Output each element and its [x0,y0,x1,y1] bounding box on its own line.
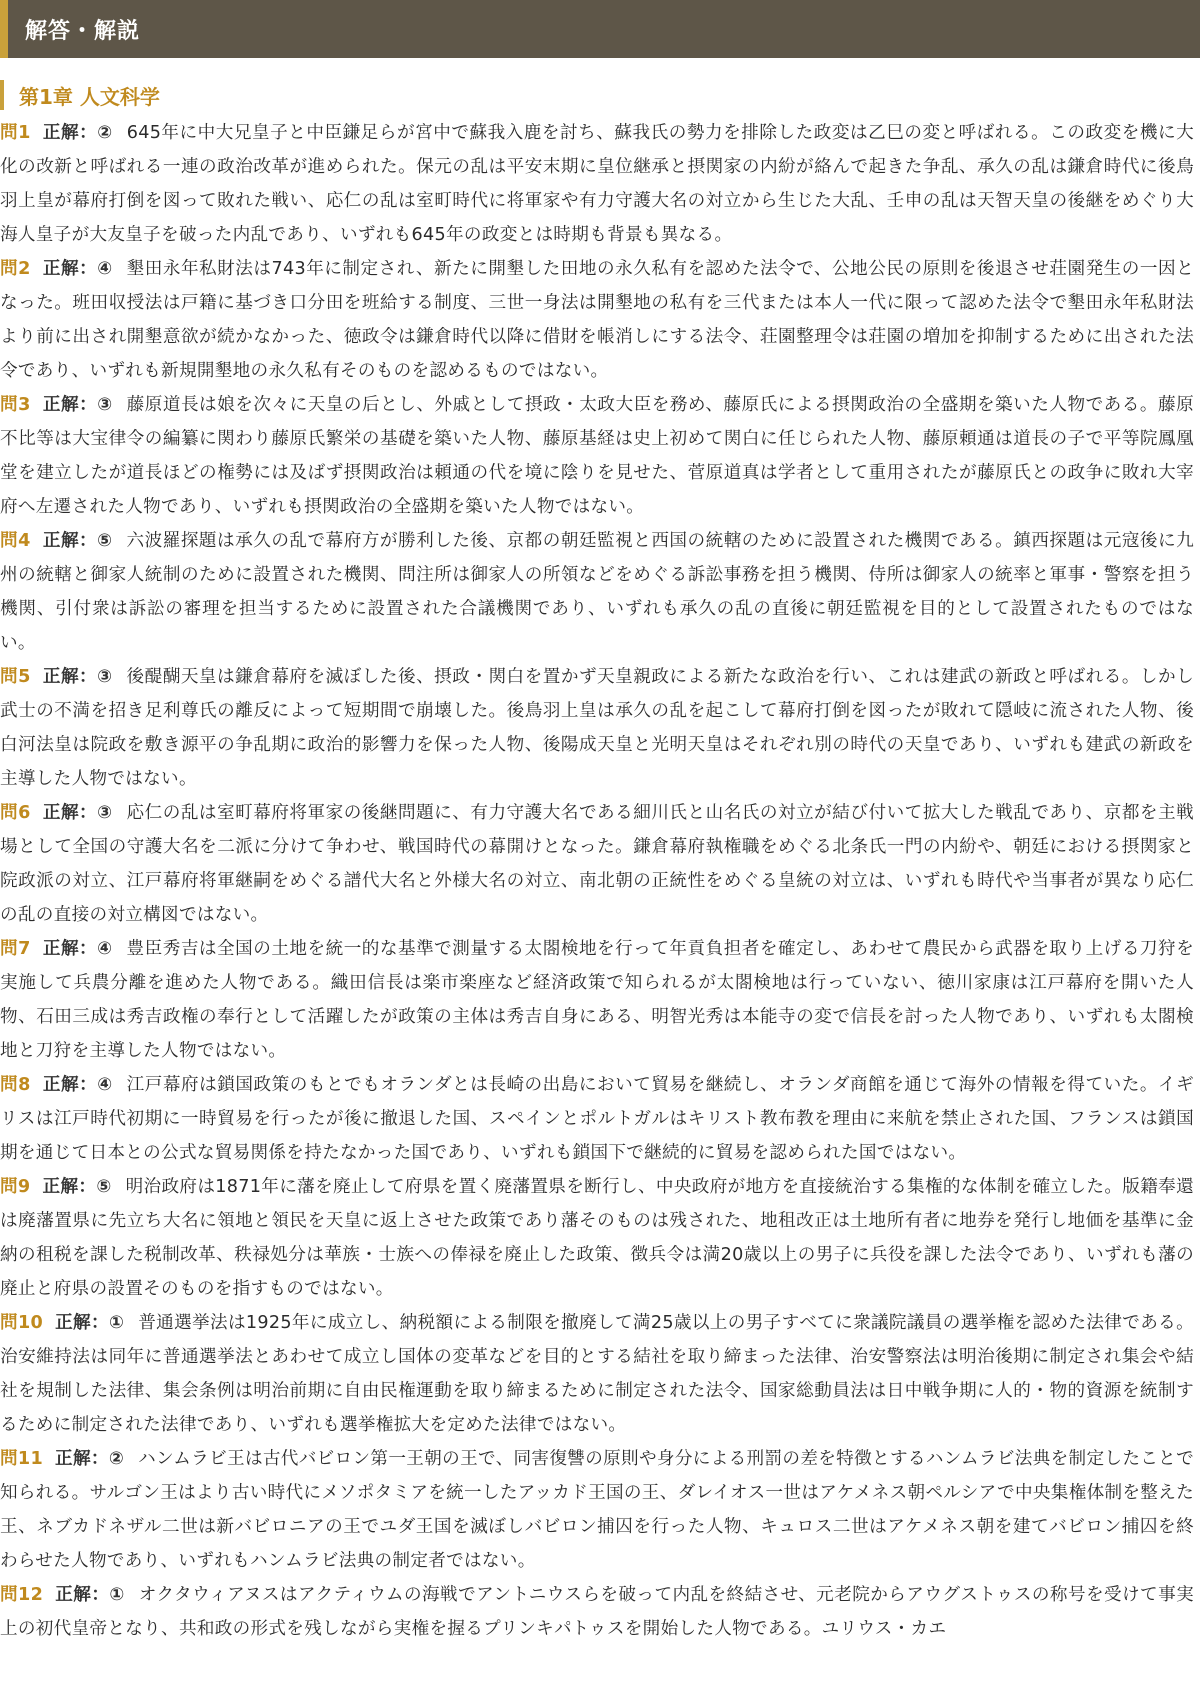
answer-choice: ④ [97,259,113,279]
answer-label-text: 正解： [42,395,98,415]
answer-item [0,1306,1200,1442]
answer-label [55,1585,125,1605]
answer-label [43,1075,113,1095]
question-number: 問5 [0,667,31,687]
answer-item [0,1170,1200,1306]
answer-label-text: 正解： [42,1177,97,1197]
answer-label [43,395,113,415]
answer-choice: ③ [97,803,113,823]
answer-label [43,531,113,551]
explanation-text: 明治政府は1871年に藩を廃止して府県を置く廃藩置県を断行し、中央政府が地方を直接統治する集権的な体制を確立した。版籍奉還は廃藩置県に先立ち大名に領地と領民を天皇に返上させた政策であり藩そのものは残された、地租改正は土地所有者に地券を発行し地価を基準に金納の租税を課した税制改革、秩禄処分は華族・士族への俸禄を廃止した政策、徴兵令は満20歳以上の男子に兵役を課した法令であり、いずれも藩の廃止と府県の設置そのものを指すものではない。 [0,1177,1194,1299]
answer-label [43,259,113,279]
explanation-text: 墾田永年私財法は743年に制定され、新たに開墾した田地の永久私有を認めた法令で、公地公民の原則を後退させ荘園発生の一因となった。班田収授法は戸籍に基づき口分田を班給する制度、三世一身法は開墾地の私有を三代または本人一代に限って認めた法令で墾田永年私財法より前に出され開墾意欲が続かなかった、徳政令は鎌倉時代以降に借財を帳消しにする法令、荘園整理令は荘園の増加を抑制するために出された法令であり、いずれも新規開墾地の永久私有そのものを認めるものではない。 [0,259,1195,381]
section-header [0,0,1200,58]
answer-label [43,667,113,687]
answer-label [43,803,113,823]
question-number: 問11 [0,1449,44,1469]
explanation-text: ハンムラビ王は古代バビロン第一王朝の王で、同害復讐の原則や身分による刑罰の差を特徴とするハンムラビ法典を制定したことで知られる。サルゴン王はより古い時代にメソポタミアを統一したアッカド王国の王、ダレイオス一世はアケメネス朝ペルシアで中央集権体制を整えた王、ネブカドネザル二世は新バビロニアの王でユダ王国を滅ぼしバビロン捕囚を行った人物、キュロス二世はアケメネス朝を建てバビロン捕囚を終わらせた人物であり、いずれもハンムラビ法典の制定者ではない。 [0,1449,1194,1571]
question-number: 問1 [0,123,31,143]
answer-label-text: 正解： [42,939,98,959]
question-number: 問8 [0,1075,31,1095]
answer-item [0,932,1200,1068]
explanation-text: 豊臣秀吉は全国の土地を統一的な基準で測量する太閤検地を行って年貢負担者を確定し、あわせて農民から武器を取り上げる刀狩を実施して兵農分離を進めた人物である。織田信長は楽市楽座など経済政策で知られるが太閤検地は行っていない、徳川家康は江戸幕府を開いた人物、石田三成は秀吉政権の奉行として活躍したが政策の主体は秀吉自身にある、明智光秀は本能寺の変で信長を討った人物であり、いずれも太閤検地と刀狩を主導した人物ではない。 [0,939,1194,1061]
question-number: 問6 [0,803,31,823]
answer-item [0,796,1200,932]
answer-label [42,1177,111,1197]
explanation-text: 六波羅探題は承久の乱で幕府方が勝利した後、京都の朝廷監視と西国の統轄のために設置された機関である。鎮西探題は元寇後に九州の統轄と御家人統制のために設置された機関、問注所は御家人の所領などをめぐる訴訟事務を担う機関、侍所は御家人の統率と軍事・警察を担う機関、引付衆は訴訟の審理を担当するために設置された合議機関であり、いずれも承久の乱の直後に朝廷監視を目的として設置されたものではない。 [0,531,1194,653]
answer-item [0,524,1200,660]
answer-label-text: 正解： [55,1449,109,1469]
answer-choice: ③ [97,395,113,415]
question-number: 問4 [0,531,31,551]
explanation-text: 普通選挙法は1925年に成立し、納税額による制限を撤廃して満25歳以上の男子すべてに衆議院議員の選挙権を認めた法律である。治安維持法は同年に普通選挙法とあわせて成立し国体の変革などを目的とする結社を取り締まった法律、治安警察法は明治後期に制定され集会や結社を規制した法律、集会条例は明治前期に自由民権運動を取り締まるために制定された法令、国家総動員法は日中戦争期に人的・物的資源を統制するために制定された法律であり、いずれも選挙権拡大を定めた法律ではない。 [0,1313,1194,1435]
answer-label-text: 正解： [42,531,98,551]
answer-item [0,660,1200,796]
answer-label [43,939,113,959]
answer-choice: ② [108,1449,125,1469]
answer-label [55,1313,124,1333]
answer-item [0,116,1200,252]
answer-label-text: 正解： [42,667,98,687]
chapter-heading: 第1章 人文科学 [0,80,1200,110]
explanation-text: 藤原道長は娘を次々に天皇の后とし、外戚として摂政・太政大臣を務め、藤原氏による摂関政治の全盛期を築いた人物である。藤原不比等は大宝律令の編纂に関わり藤原氏繁栄の基礎を築いた人物、藤原基経は史上初めて関白に任じられた人物、藤原頼通は道長の子で平等院鳳凰堂を建立したが道長ほどの権勢には及ばず摂関政治は頼通の代を境に陰りを見せた、菅原道真は学者として重用されたが藤原氏との政争に敗れ大宰府へ左遷された人物であり、いずれも摂関政治の全盛期を築いた人物ではない。 [0,395,1195,517]
explanation-text: 645年に中大兄皇子と中臣鎌足らが宮中で蘇我入鹿を討ち、蘇我氏の勢力を排除した政変は乙巳の変と呼ばれる。この政変を機に大化の改新と呼ばれる一連の政治改革が進められた。保元の乱は平安末期に皇位継承と摂関家の内紛が絡んで起きた争乱、承久の乱は鎌倉時代に後鳥羽上皇が幕府打倒を図って敗れた戦い、応仁の乱は室町時代に将軍家や有力守護大名の対立から生じた大乱、壬申の乱は天智天皇の後継をめぐり大海人皇子が大友皇子を破った内乱であり、いずれも645年の政変とは時期も背景も異なる。 [0,123,1195,245]
explanation-text: オクタウィアヌスはアクティウムの海戦でアントニウスらを破って内乱を終結させ、元老院からアウグストゥスの称号を受けて事実上の初代皇帝となり、共和政の形式を残しながら実権を握るプリンキパトゥスを開始した人物である。ユリウス・カエ [0,1585,1195,1639]
question-number: 問3 [0,395,31,415]
explanation-text: 後醍醐天皇は鎌倉幕府を滅ぼした後、摂政・関白を置かず天皇親政による新たな政治を行い、これは建武の新政と呼ばれる。しかし武士の不満を招き足利尊氏の離反によって短期間で崩壊した。後鳥羽上皇は承久の乱を起こして幕府打倒を図ったが敗れて隠岐に流された人物、後白河法皇は院政を敷き源平の争乱期に政治的影響力を保った人物、後陽成天皇と光明天皇はそれぞれ別の時代の天皇であり、いずれも建武の新政を主導した人物ではない。 [0,667,1194,789]
question-number: 問10 [0,1313,44,1333]
answer-choice: ① [108,1313,125,1333]
question-number: 問7 [0,939,31,959]
section-title: 解答・解説 [25,18,141,44]
answer-choice: ② [97,123,113,143]
answer-choice: ④ [97,1075,113,1095]
answer-label-text: 正解： [42,123,98,143]
explanation-text: 応仁の乱は室町幕府将軍家の後継問題に、有力守護大名である細川氏と山名氏の対立が結び付いて拡大した戦乱であり、京都を主戦場として全国の守護大名を二派に分けて争わせ、戦国時代の幕開けとなった。鎌倉幕府執権職をめぐる北条氏一門の内紛や、朝廷における摂関家と院政派の対立、江戸幕府将軍継嗣をめぐる譜代大名と外様大名の対立、南北朝の正統性をめぐる皇統の対立は、いずれも時代や当事者が異なり応仁の乱の直接の対立構図ではない。 [0,803,1194,925]
answer-label [43,123,113,143]
explanation-text: 江戸幕府は鎖国政策のもとでもオランダとは長崎の出島において貿易を継続し、オランダ商館を通じて海外の情報を得ていた。イギリスは江戸時代初期に一時貿易を行ったが後に撤退した国、スペインとポルトガルはキリスト教布教を理由に来航を禁止された国、フランスは鎖国期を通じて日本との公式な貿易関係を持たなかった国であり、いずれも鎖国下で継続的に貿易を認められた国ではない。 [0,1075,1194,1163]
answer-label-text: 正解： [42,259,98,279]
answer-item [0,1068,1200,1170]
answer-label-text: 正解： [42,1075,98,1095]
answer-item [0,252,1200,388]
question-number: 問2 [0,259,31,279]
question-number: 問12 [0,1585,44,1605]
answer-choice: ④ [97,939,113,959]
answer-list [0,116,1200,1646]
answer-label-text: 正解： [55,1585,110,1605]
answer-item [0,1442,1200,1578]
answer-item [0,1578,1200,1646]
answer-label [55,1449,124,1469]
answer-choice: ⑤ [96,1177,112,1197]
answer-item [0,388,1200,524]
answer-choice: ① [109,1585,125,1605]
answer-label-text: 正解： [42,803,98,823]
answer-label-text: 正解： [55,1313,109,1333]
answer-choice: ③ [97,667,113,687]
answer-choice: ⑤ [97,531,113,551]
question-number: 問9 [0,1177,31,1197]
